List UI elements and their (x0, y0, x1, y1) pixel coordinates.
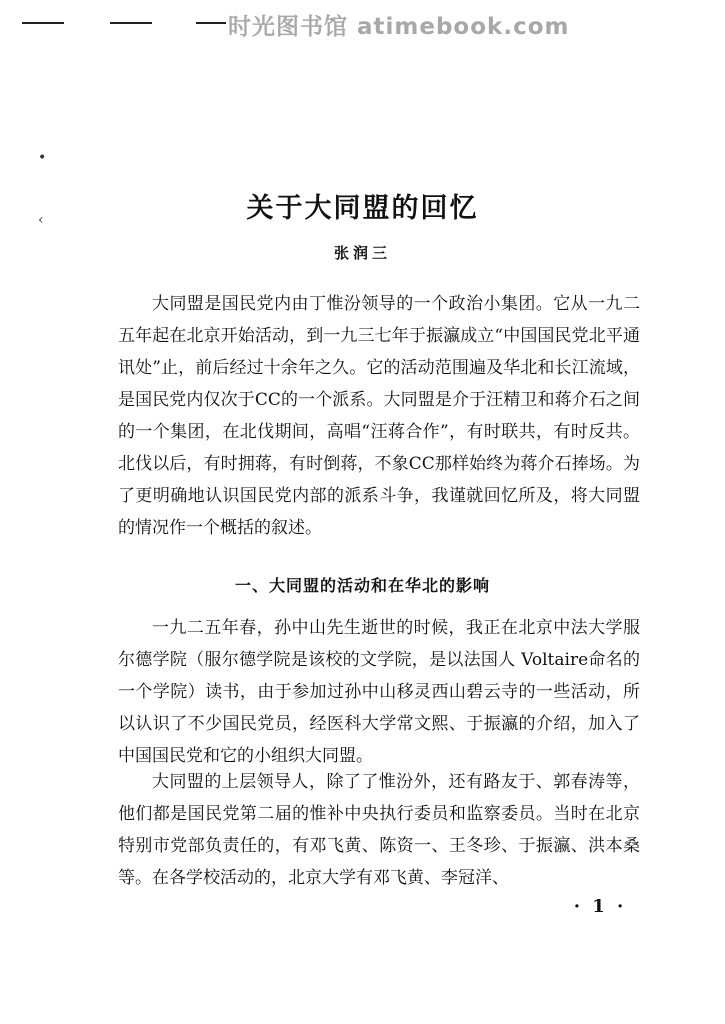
page-number: · 1 · (573, 896, 627, 917)
header-rule-right (196, 22, 226, 24)
header-rule-middle (110, 22, 152, 24)
article-title: 关于大同盟的回忆 (246, 193, 479, 224)
article-author: 张润三 (333, 244, 391, 262)
scan-tick-mark: ‹ (38, 212, 44, 228)
section-heading: 一、大同盟的活动和在华北的影响 (234, 576, 490, 595)
body-paragraph-1: 一九二五年春，孙中山先生逝世的时候，我正在北京中法大学服尔德学院（服尔德学院是该校的文学院，是以法国人 Voltaire命名的一个学院）读书，由于参加过孙中山移灵西山碧云寺的一些活动，所以认识了不少国民党员，经医科大学常文熙、于振瀛的介绍，加入了中国国民党和它的小组织大同盟。 (118, 618, 640, 766)
page-header (0, 8, 725, 40)
header-rule-left (22, 22, 64, 24)
watermark-text: 时光图书馆 atimebook.com (228, 14, 570, 40)
body-paragraph-2: 大同盟的上层领导人，除了了惟汾外，还有路友于、郭春涛等，他们都是国民党第二届的惟补中央执行委员和监察委员。当时在北京特别市党部负责任的，有邓飞黄、陈资一、王冬珍、于振瀛、洪本桑等。在各学校活动的，北京大学有邓飞黄、李冠洋、 (118, 772, 640, 888)
scan-dot-mark: • (38, 150, 47, 166)
intro-paragraph: 大同盟是国民党内由丁惟汾领导的一个政治小集团。它从一九二五年起在北京开始活动，到一九三七年于振瀛成立“中国国民党北平通讯处”止，前后经过十余年之久。它的活动范围遍及华北和长江流域，是国民党内仅次于CC的一个派系。大同盟是介于汪精卫和蒋介石之间的一个集团，在北伐期间，高唱“汪蒋合作”，有时联共，有时反共。北伐以后，有时拥蒋，有时倒蒋，不象CC那样始终为蒋介石捧场。为了更明确地认识国民党内部的派系斗争，我谨就回忆所及，将大同盟的情况作一个概括的叙述。 (118, 294, 640, 538)
